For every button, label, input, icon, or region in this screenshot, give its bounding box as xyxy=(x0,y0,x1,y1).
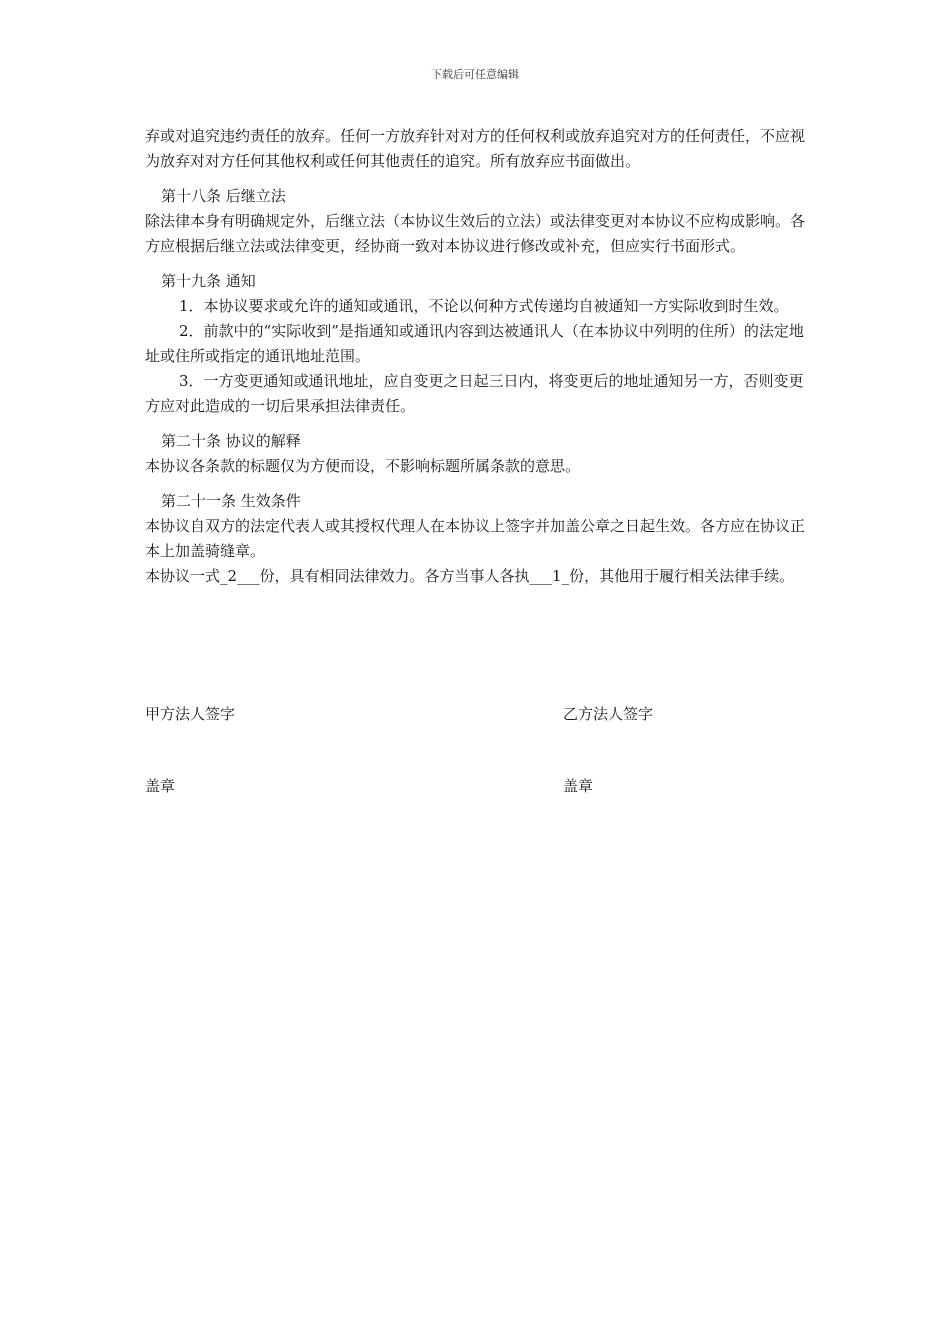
article-18-body: 除法律本身有明确规定外，后继立法（本协议生效后的立法）或法律变更对本协议不应构成影响。各方应根据后继立法或法律变更，经协商一致对本协议进行修改或补充，但应实行书面形式。 xyxy=(145,212,806,255)
article-19-item-3: 3．一方变更通知或通讯地址，应自变更之日起三日内，将变更后的地址通知另一方，否则变更方应对此造成的一切后果承担法律责任。 xyxy=(145,372,804,415)
document-body xyxy=(145,124,810,589)
page-header: 下载后可任意编辑 xyxy=(431,68,519,81)
seal-row xyxy=(145,775,810,800)
party-b-seal-label: 盖章 xyxy=(563,777,594,795)
article-21-body-2: 本协议一式_2___份，具有相同法律效力。各方当事人各执___1_份，其他用于履行相关法律手续。 xyxy=(145,567,795,585)
signature-row xyxy=(145,703,810,728)
article-19-title: 第十九条 通知 xyxy=(161,272,256,290)
article-21-body-1: 本协议自双方的法定代表人或其授权代理人在本协议上签字并加盖公章之日起生效。各方应在协议正本上加盖骑缝章。 xyxy=(145,517,806,560)
article-19-item-2: 2．前款中的“实际收到”是指通知或通讯内容到达被通讯人（在本协议中列明的住所）的法定地址或住所或指定的通讯地址范围。 xyxy=(145,322,804,365)
article-21-title: 第二十一条 生效条件 xyxy=(161,492,301,510)
party-a-seal-label: 盖章 xyxy=(145,777,176,795)
article-19-item-1: 1．本协议要求或允许的通知或通讯，不论以何种方式传递均自被通知一方实际收到时生效。 xyxy=(179,297,789,315)
continued-paragraph: 弃或对追究违约责任的放弃。任何一方放弃针对对方的任何权利或放弃追究对方的任何责任，不应视为放弃对对方任何其他权利或任何其他责任的追究。所有放弃应书面做出。 xyxy=(145,127,806,170)
party-a-signature-label: 甲方法人签字 xyxy=(145,705,236,723)
article-20-body: 本协议各条款的标题仅为方便而设，不影响标题所属条款的意思。 xyxy=(145,457,581,475)
party-b-signature-label: 乙方法人签字 xyxy=(563,705,654,723)
article-18-title: 第十八条 后继立法 xyxy=(161,187,286,205)
article-20-title: 第二十条 协议的解释 xyxy=(161,432,301,450)
